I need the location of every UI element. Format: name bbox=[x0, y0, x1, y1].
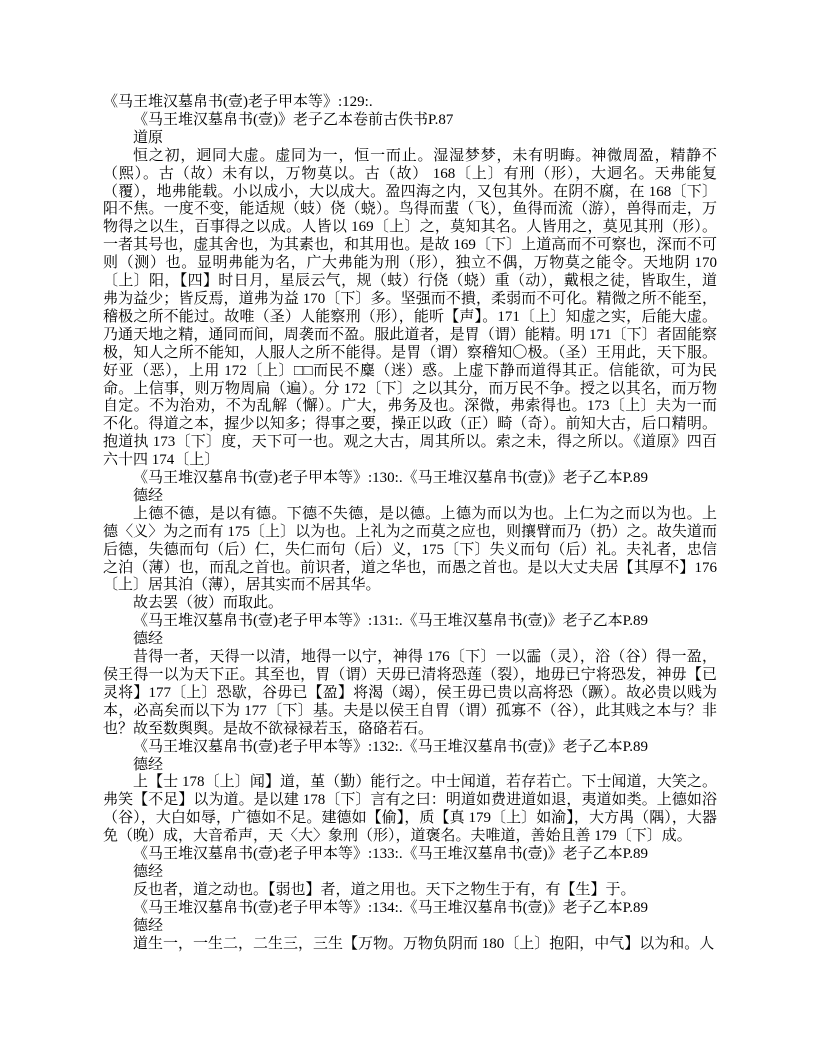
body-paragraph: 故去罢（彼）而取此。 bbox=[133, 595, 284, 612]
section-heading: 德经 bbox=[133, 756, 164, 773]
section-heading: 德经 bbox=[133, 487, 164, 504]
body-paragraph: 恒之初，迵同大虚。虚同为一，恒一而止。湿湿梦梦，未有明晦。神微周盈，精静不（熙）。古（故）未有以，万物莫以。古（故） 168〔上〕有刑（形），大迵名。天弗能复（覆），地弗能载。小以成小，大以成大。盈四海之内，又包其外。在阴不腐，在 168〔下〕阳不焦。一度不变，能适规（蚑）侥（蛲）。鸟得而蜚（飞），鱼得而流（游），兽得而走，万物得之以生，百事得之以成。人皆以 169〔上〕之，莫知其名。人皆用之，莫见其刑（形）。一者其号也，虚其舍也，为其素也，和其用也。是故 169〔下〕上道高而不可察也，深而不可则（测）也。显明弗能为名，广大弗能为刑（形），独立不偶，万物莫之能令。天地阴 170〔上〕阳，【四】时日月，星辰云气，规（蚑）行侥（蛲）重（动），戴根之徒，皆取生，道弗为益少；皆反焉，道弗为益 170〔下〕多。坚强而不撌，柔弱而不可化。精微之所不能至，稽极之所不能过。故唯（圣）人能察刑（形），能听【声】。171〔上〕知虚之实，后能大虚。乃通天地之精，通同而间，周袭而不盈。服此道者，是胃（谓）能精。明 171〔下〕者固能察极，知人之所不能知，人服人之所不能得。是胃（谓）察稽知〇极。（圣）王用此，天下服。好亚（恶），上用 172〔上〕□□而民不麋（迷）惑。上虚下静而道得其正。信能欲，可为民命。上信事，则万物周扁（遍）。分 172〔下〕之以其分，而万民不争。授之以其名，而万物自定。不为治劝，不为乱解（懈）。广大，弗务及也。深微，弗索得也。173〔上〕夫为一而不化。得道之本，握少以知多；得事之要，操正以政（正）畸（奇）。前知大古，后口精明。抱道执 173〔下〕度，天下可一也。观之大古，周其所以。索之未，得之所以。《道原》四百六十四 174〔上〕 bbox=[103, 147, 717, 469]
section-heading: 德经 bbox=[133, 917, 164, 934]
document-page bbox=[103, 94, 717, 954]
body-paragraph: 昔得一者，天得一以清，地得一以宁，神得 176〔下〕一以霝（灵），浴（谷）得一盈，侯王得一以为天下正。其至也，胃（谓）天毋已清将恐莲（裂），地毋已宁将恐发，神毋【已灵将】177〔上〕恐歇，谷毋已【盈】将渴（竭），侯王毋已贵以高将恐（蹶）。故必贵以贱为本，必高矣而以下为 177〔下〕基。夫是以侯王自胃（谓）孤寡不（谷），此其贱之本与？非也？故至数舆舆。是故不欲禄禄若玉，硌硌若石。 bbox=[103, 649, 717, 737]
body-paragraph: 上【士 178〔上〕闻】道，堇（勤）能行之。中士闻道，若存若亡。下士闻道，大笑之。弗笑【不足】以为道。是以建 178〔下〕言有之曰：明道如费进道如退，夷道如类。上德如浴（谷），大白如辱，广德如不足。建德如【偷】，质【真 179〔上〕如渝】，大方禺（隅），大器免（晚）成，大音希声，天〈大〉象刑（形），道褒名。夫唯道，善始且善 179〔下〕成。 bbox=[103, 774, 717, 845]
citation-line: 《马王堆汉墓帛书(壹)老子甲本等》:133:.《马王堆汉墓帛书(壹)》老子乙本P.89 bbox=[133, 846, 648, 863]
citation-line: 《马王堆汉墓帛书(壹)老子甲本等》:129:. bbox=[103, 94, 373, 110]
body-paragraph: 反也者，道之动也。【弱也】者，道之用也。天下之物生于有，有【生】于。 bbox=[133, 881, 636, 898]
section-heading: 德经 bbox=[133, 631, 164, 648]
citation-line: 《马王堆汉墓帛书(壹)老子甲本等》:134:.《马王堆汉墓帛书(壹)》老子乙本P.89 bbox=[133, 899, 648, 916]
body-paragraph: 道生一，一生二，二生三，三生【万物。万物负阴而 180〔上〕抱阳，中气】以为和。人 bbox=[133, 935, 715, 952]
section-heading: 道原 bbox=[133, 129, 164, 146]
citation-line: 《马王堆汉墓帛书(壹)老子甲本等》:131:.《马王堆汉墓帛书(壹)》老子乙本P.89 bbox=[133, 613, 648, 630]
citation-line: 《马王堆汉墓帛书(壹)老子甲本等》:132:.《马王堆汉墓帛书(壹)》老子乙本P.89 bbox=[133, 738, 648, 755]
citation-line: 《马王堆汉墓帛书(壹)老子甲本等》:130:.《马王堆汉墓帛书(壹)》老子乙本P.89 bbox=[133, 470, 648, 487]
body-paragraph: 上德不德，是以有德。下德不失德，是以德。上德为而以为也。上仁为之而以为也。上德〈义〉为之而有 175〔上〕以为也。上礼为之而莫之应也，则攘臂而乃（扔）之。故失道而后德，失德而句（后）仁，失仁而句（后）义，175〔下〕失义而句（后）礼。夫礼者，忠信之泊（薄）也，而乱之首也。前识者，道之华也，而愚之首也。是以大丈夫居【其厚不】176〔上〕居其泊（薄），居其实而不居其华。 bbox=[103, 505, 717, 594]
text-body bbox=[103, 94, 717, 954]
section-heading: 德经 bbox=[133, 863, 164, 880]
citation-line: 《马王堆汉墓帛书(壹)》老子乙本卷前古佚书P.87 bbox=[133, 111, 454, 128]
